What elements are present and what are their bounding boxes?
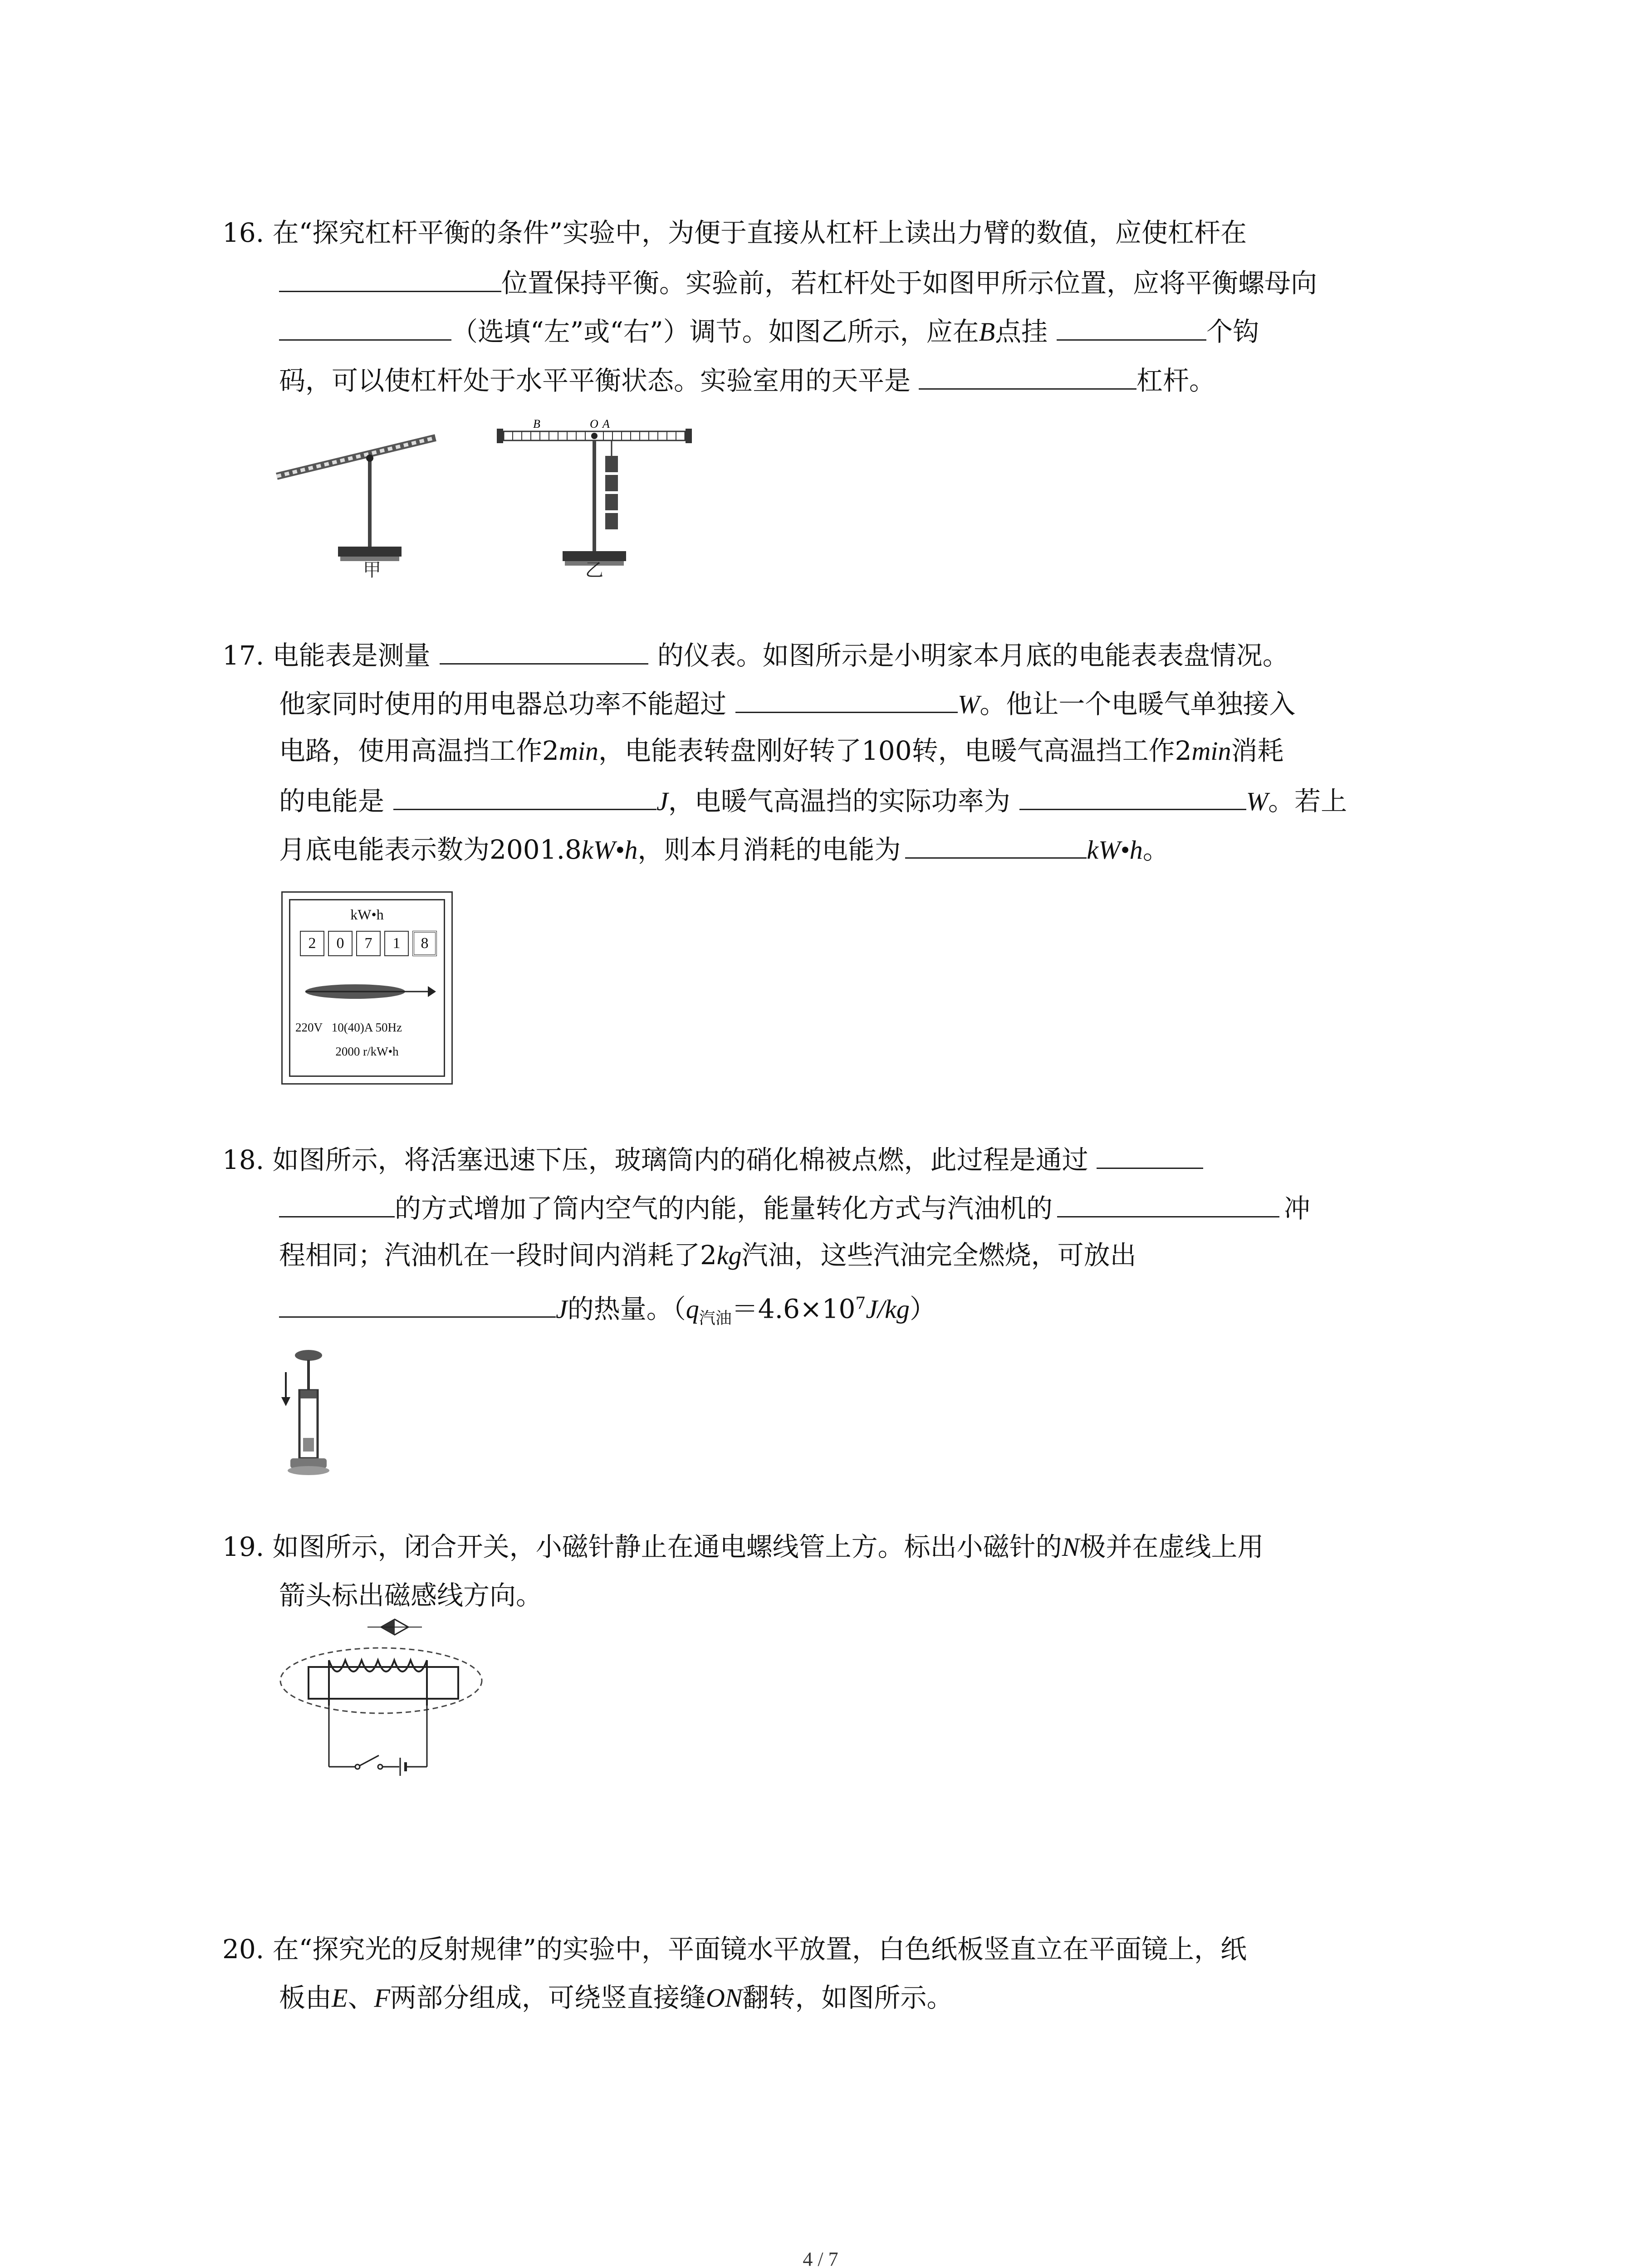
q16-line-1: 16. 在“探究杠杆平衡的条件”实验中，为便于直接从杠杆上读出力臂的数值，应使杠杆在: [222, 217, 1247, 248]
meter-rate: 2000 r/kW•h: [335, 1045, 399, 1058]
q17-blank-2[interactable]: [735, 686, 958, 713]
meter-digit: 0: [328, 931, 353, 956]
q17-line-3: 电路，使用高温挡工作2min，电能表转盘刚好转了100转，电暖气高温挡工作2min消耗: [279, 735, 1284, 766]
meter-spec: 220V 10(40)A 50Hz: [295, 1021, 402, 1034]
meter-rotor-icon: [301, 973, 437, 1010]
meter-digit: 2: [300, 931, 324, 956]
q17-line-1: 17. 电能表是测量 的仪表。如图所示是小明家本月底的电能表表盘情况。: [222, 638, 1289, 671]
q19-line-1: 19. 如图所示，闭合开关，小磁针静止在通电螺线管上方。标出小磁针的N极并在虚线上用: [222, 1531, 1264, 1562]
air-piston-figure: [277, 1347, 336, 1479]
q17-line-5: 月底电能表示数为2001.8kW•h，则本月消耗的电能为 kW•h。: [279, 832, 1169, 866]
q18-blank-2[interactable]: [1057, 1191, 1279, 1217]
q18-line-3: 程相同；汽油机在一段时间内消耗了2kg汽油，这些汽油完全燃烧，可放出: [279, 1240, 1136, 1271]
q20-line-2: 板由E、F两部分组成，可绕竖直接缝ON翻转，如图所示。: [279, 1982, 953, 2013]
q17-blank-4[interactable]: [1019, 783, 1246, 810]
lever-figure-yi: [495, 415, 699, 578]
battery-icon: [400, 1758, 406, 1776]
page-number: 4 / 7: [803, 2248, 838, 2268]
q16-blank-3[interactable]: [1057, 314, 1206, 341]
q16-blank-2[interactable]: [279, 314, 451, 341]
q16-blank-4[interactable]: [919, 363, 1136, 390]
q16-line-3: （选填“左”或“右”）调节。如图乙所示，应在B点挂 个钩: [279, 314, 1259, 348]
q17-line-4: 的电能是 J，电暖气高温挡的实际功率为 W。若上: [279, 783, 1347, 817]
fig-label-yi: 乙: [585, 560, 603, 578]
lever-label-b: B: [533, 417, 540, 430]
q18-blank-3[interactable]: [279, 1291, 556, 1318]
q17-blank-3[interactable]: [393, 783, 656, 810]
q17-blank-5[interactable]: [905, 832, 1087, 859]
q18-blank-1[interactable]: [1097, 1142, 1203, 1169]
lever-label-a: A: [603, 417, 610, 430]
q16-line-2: 位置保持平衡。实验前，若杠杆处于如图甲所示位置，应将平衡螺母向: [279, 265, 1317, 299]
meter-unit: kW•h: [350, 906, 384, 923]
lever-figure-jia: [272, 424, 445, 578]
electric-meter: [281, 891, 453, 1085]
compass-needle-icon: [367, 1619, 422, 1635]
q17-line-2: 他家同时使用的用电器总功率不能超过 W。他让一个电暖气单独接入: [279, 686, 1295, 720]
q16-blank-1[interactable]: [279, 265, 501, 292]
switch-icon: [355, 1755, 382, 1769]
q18-blank-1-cont[interactable]: [279, 1191, 395, 1217]
q18-line-2: 的方式增加了筒内空气的内能，能量转化方式与汽油机的 冲: [279, 1191, 1310, 1224]
meter-digit-decimal: 8: [412, 931, 437, 956]
q20-line-1: 20. 在“探究光的反射规律”的实验中，平面镜水平放置，白色纸板竖直立在平面镜上，纸: [222, 1934, 1247, 1965]
q18-line-1: 18. 如图所示，将活塞迅速下压，玻璃筒内的硝化棉被点燃，此过程是通过: [222, 1142, 1203, 1176]
meter-digit: 7: [356, 931, 381, 956]
q19-line-2: 箭头标出磁感线方向。: [279, 1580, 543, 1611]
meter-digits: [300, 931, 437, 956]
lever-label-o: O: [590, 417, 598, 430]
fig-label-jia: 甲: [363, 560, 381, 578]
q18-line-4: J的热量。$(q_{汽油}=4.6\times 10^7J/kg)$: [279, 1288, 936, 1334]
meter-digit: 1: [384, 931, 409, 956]
q17-blank-1[interactable]: [440, 638, 648, 665]
solenoid-figure: [277, 1617, 485, 1785]
q16-line-4: 码，可以使杠杆处于水平平衡状态。实验室用的天平是 杠杆。: [279, 363, 1215, 396]
